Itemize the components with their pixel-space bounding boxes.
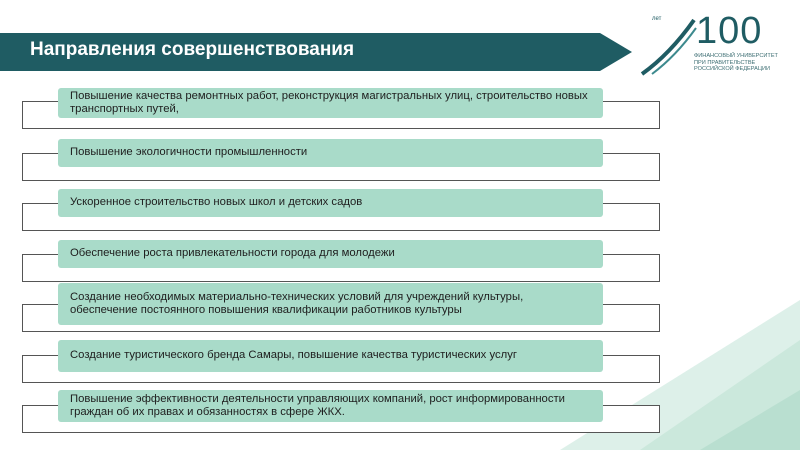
logo-small-text: лет — [652, 16, 662, 22]
list-item-text: Создание туристического бренда Самары, повышение качества туристических услуг — [70, 349, 517, 362]
list-item — [58, 189, 603, 217]
list-item-text: Повышение качества ремонтных работ, реконструкция магистральных улиц, строительство новых транспортных путей, — [70, 89, 588, 115]
list-item-text: Обеспечение роста привлекательности города для молодежи — [70, 247, 395, 260]
list-item-text: Ускоренное строительство новых школ и детских садов — [70, 196, 363, 209]
list-item-text: Создание необходимых материально-технических условий для учреждений культуры, обеспечение постоянного повышения квалификации работников культуры — [70, 290, 524, 316]
list-item — [58, 283, 603, 325]
logo-number: 100 — [696, 10, 763, 52]
list-item — [58, 390, 603, 422]
list-item — [58, 240, 603, 268]
logo-swoosh-icon — [640, 14, 700, 76]
list-item-text: Повышение экологичности промышленности — [70, 146, 308, 159]
university-logo — [640, 10, 780, 76]
list-item — [58, 139, 603, 167]
list-item — [58, 88, 603, 118]
page-title: Направления совершенствования — [30, 39, 355, 60]
list-item — [58, 340, 603, 372]
logo-subtitle: ФИНАНСОВЫЙ УНИВЕРСИТЕТ ПРИ ПРАВИТЕЛЬСТВЕ РОССИЙСКОЙ ФЕДЕРАЦИИ — [694, 53, 778, 72]
list-item-text: Повышение эффективности деятельности управляющих компаний, рост информированности граждан об их правах и обязанностях в сфере ЖКХ. — [70, 392, 565, 418]
